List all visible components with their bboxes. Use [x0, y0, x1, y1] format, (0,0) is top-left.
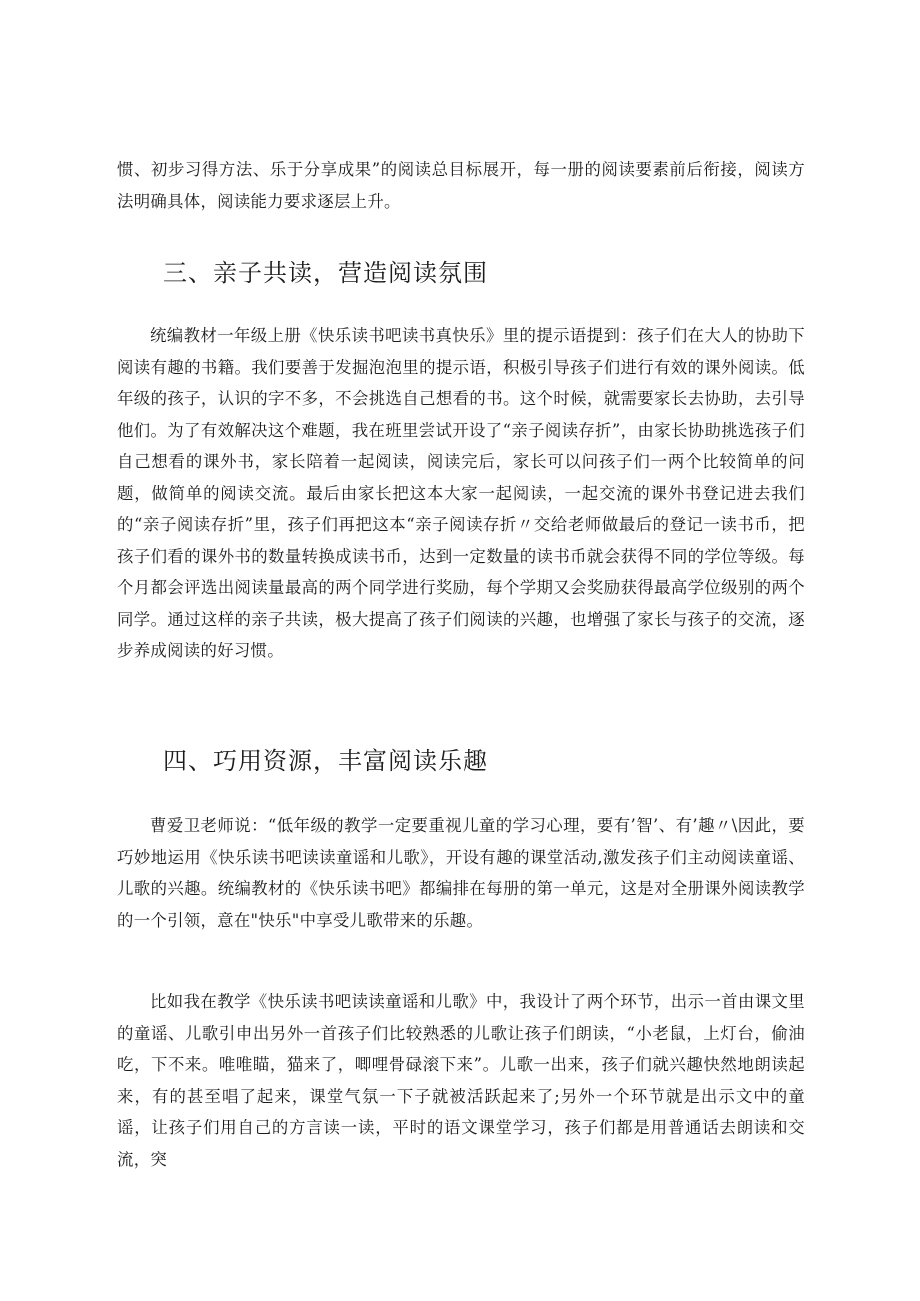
- paragraph-continued: 惯、初步习得方法、乐于分享成果”的阅读总目标展开，每一册的阅读要素前后衔接，阅读方法明确具体，阅读能力要求逐层上升。: [117, 160, 805, 211]
- section-4-paragraph-1: 曹爱卫老师说：“低年级的教学一定要重视儿童的学习心理，要有’智’、有’趣〃\因此，要巧妙地运用《快乐读书吧读读童谣和儿歌》，开设有趣的课堂活动,激发孩子们主动阅读童谣、儿歌的兴趣。统编教材的《快乐读书吧》都编排在每册的第一单元，这是对全册课外阅读教学的一个引领，意在"快乐"中享受儿歌带来的乐趣。: [117, 816, 805, 930]
- section-3-paragraph: 统编教材一年级上册《快乐读书吧读书真快乐》里的提示语提到：孩子们在大人的协助下阅读有趣的书籍。我们要善于发掘泡泡里的提示语，积极引导孩子们进行有效的课外阅读。低年级的孩子，认识的字不多，不会挑选自己想看的书。这个时候，就需要家长去协助，去引导他们。为了有效解决这个难题，我在班里尝试开设了“亲子阅读存折”，由家长协助挑选孩子们自己想看的课外书，家长陪着一起阅读，阅读完后，家长可以问孩子们一两个比较简单的问题，做简单的阅读交流。最后由家长把这本大家一起阅读，一起交流的课外书登记进去我们的“亲子阅读存折”里，孩子们再把这本“亲子阅读存折〃交给老师做最后的登记一读书币，把孩子们看的课外书的数量转换成读书币，达到一定数量的读书币就会获得不同的学位等级。每个月都会评选出阅读量最高的两个同学进行奖励，每个学期又会奖励获得最高学位级别的两个同学。通过这样的亲子共读，极大提高了孩子们阅读的兴趣，也增强了家长与孩子的交流，逐步养成阅读的好习惯。: [117, 326, 805, 660]
- section-heading-4: 四、巧用资源，丰富阅读乐趣: [163, 747, 488, 775]
- section-4-paragraph-2: 比如我在教学《快乐读书吧读读童谣和儿歌》中，我设计了两个环节，出示一首由课文里的童谣、儿歌引申出另外一首孩子们比较熟悉的儿歌让孩子们朗读，“小老鼠，上灯台，偷油吃，下不来。唯唯瞄，猫来了，唧哩骨碌滚下来”。儿歌一出来，孩子们就兴趣快然地朗读起来，有的甚至唱了起来，课堂气氛一下子就被活跃起来了;另外一个环节就是出示文中的童谣，让孩子们用自己的方言读一读，平时的语文课堂学习，孩子们都是用普通话去朗读和交流，突: [117, 992, 805, 1169]
- section-heading-3: 三、亲子共读，营造阅读氛围: [163, 259, 488, 287]
